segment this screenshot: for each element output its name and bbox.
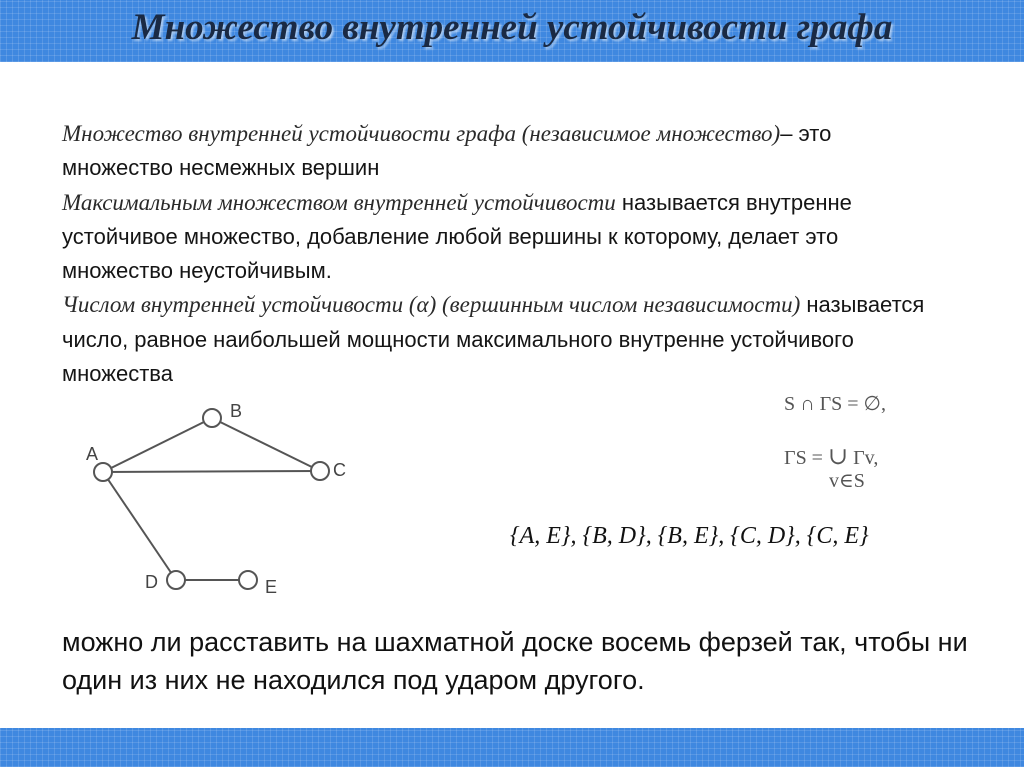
vertex-d — [167, 571, 185, 589]
formula-line-1: S ∩ ΓS = ∅, — [784, 393, 886, 415]
vertex-b — [203, 409, 221, 427]
edge-a-c — [103, 471, 320, 472]
definition-2-text: называется внутренне устойчивое множество, добавление любой вершины к которому, делает это множество неустойчивым. — [62, 189, 852, 284]
vertex-e — [239, 571, 257, 589]
vertex-c — [311, 462, 329, 480]
edge-b-c — [212, 418, 320, 471]
vertex-label-d: D — [145, 572, 158, 592]
definition-2-term: Максимальным множеством внутренней устойчивости — [62, 189, 616, 215]
formula-union-subscript: v∈S — [829, 470, 865, 492]
vertex-label-c: C — [333, 460, 346, 480]
formula-line-2-right: Γv, — [848, 447, 879, 469]
eight-queens-question: можно ли расставить на шахматной доске восемь ферзей так, чтобы ни один из них не находился под ударом другого. — [62, 627, 968, 695]
edge-a-d — [103, 472, 176, 580]
vertex-label-b: B — [230, 401, 243, 421]
vertex-label-e: E — [265, 577, 278, 597]
footer-bar — [0, 728, 1024, 767]
vertex-a — [94, 463, 112, 481]
definition-1-text: – это множество несмежных вершин — [62, 121, 832, 181]
edge-a-b — [103, 418, 212, 472]
definition-3-term: Числом внутренней устойчивости (α) (вершинным числом независимости) — [62, 292, 801, 318]
vertex-label-a: A — [86, 444, 99, 464]
independent-sets-list: {A, E}, {B, D}, {B, E}, {C, D}, {C, E} — [510, 523, 869, 549]
formula-line-2-left: ΓS = — [784, 447, 828, 469]
union-symbol: ∪ — [827, 444, 849, 470]
slide-title: Множество внутренней устойчивости графа — [131, 7, 893, 48]
definition-3-text: называется число, равное наибольшей мощности максимального внутренне устойчивого множества — [62, 292, 925, 387]
definition-1-term: Множество внутренней устойчивости графа (независимое множество) — [62, 121, 781, 146]
